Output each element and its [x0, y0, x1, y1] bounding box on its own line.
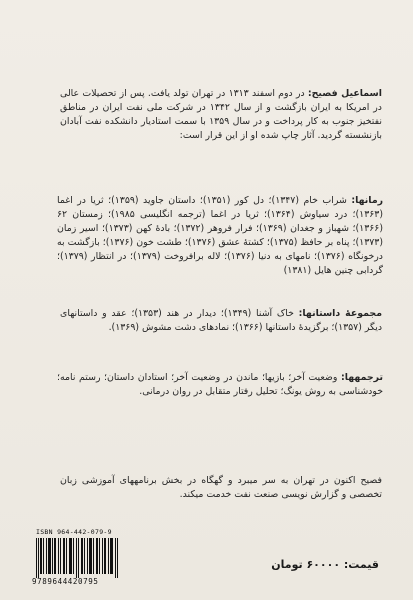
barcode-number: 9789644420795: [32, 577, 99, 586]
stories-list: خاک آشنا (۱۳۴۹)؛ دیدار در هند (۱۳۵۳)؛ عقد و داستانهای دیگر (۱۳۵۷)؛ برگزیدهٔ داستانها (۱۳۶۶)؛ نمادهای دشت مشوش (۱۳۶۹).: [60, 308, 382, 334]
stories-heading: مجموعهٔ داستانها:: [298, 308, 382, 320]
author-current-note: [60, 474, 382, 502]
author-name: اسماعیل فصیح:: [307, 88, 382, 100]
author-bio: [60, 87, 382, 143]
author-current-text: فصیح اکنون در تهران به سر میبرد و گهگاه در بخش برنامههای آموزشی زبان تخصصی و گزارش نویسی صنعت نفت خدمت میکند.: [60, 475, 382, 501]
translations-section: [57, 371, 383, 399]
translations-heading: ترجمهها:: [340, 372, 383, 384]
translations-list: وضعیت آخر؛ بازیها؛ ماندن در وضعیت آخر؛ استادان داستان؛ رستم نامه؛ خودشناسی به روش یونگ؛ تحلیل رفتار متقابل در روان درمانی.: [57, 372, 383, 398]
barcode-icon: [36, 538, 120, 578]
novels-heading: رمانها:: [351, 195, 384, 207]
stories-section: [60, 307, 382, 335]
price-label: قیمت: ۶۰۰۰۰ تومان: [271, 558, 379, 571]
isbn-label: ISBN 964-442-079-9: [36, 528, 112, 536]
author-bio-text: در دوم اسفند ۱۳۱۳ در تهران تولد یافت. پس از تحصیلات عالی در امریکا به ایران بازگشت و از سال ۱۳۴۲ در شرکت ملی نفت ایران در مناطق نفتخیز جنوب به کار پرداخت و در سال ۱۳۵۹ با سمت استادیار دانشکده نفت آبادان بازنشسته گردید. آثار چاپ شده او از این قرار است:: [60, 88, 382, 142]
novels-section: [57, 194, 383, 278]
novels-list: شراب خام (۱۳۴۷)؛ دل کور (۱۳۵۱)؛ داستان جاوید (۱۳۵۹)؛ ثریا در اغما (۱۳۶۳)؛ درد سیاوش (۱۳۶۴)؛ ثریا در اغما (ترجمه انگلیسی ۱۹۸۵)؛ زمستان ۶۲ (۱۳۶۶)؛ شهباز و جغدان (۱۳۶۹)؛ فرار فروهر (۱۳۷۲)؛ بادهٔ کهن (۱۳۷۳)؛ اسیر زمان (۱۳۷۳)؛ پناه بر حافظ (۱۳۷۵)؛ کشتهٔ عشق (۱۳۷۶)؛ طشت خون (۱۳۷۶)؛ بازگشت به درخونگاه (۱۳۷۶)؛ نامهای به دنیا (۱۳۷۶)؛ لاله برافروخت (۱۳۷۹)؛ در انتظار (۱۳۷۹)؛ گردابی چنین هایل (۱۳۸۱): [57, 195, 383, 277]
